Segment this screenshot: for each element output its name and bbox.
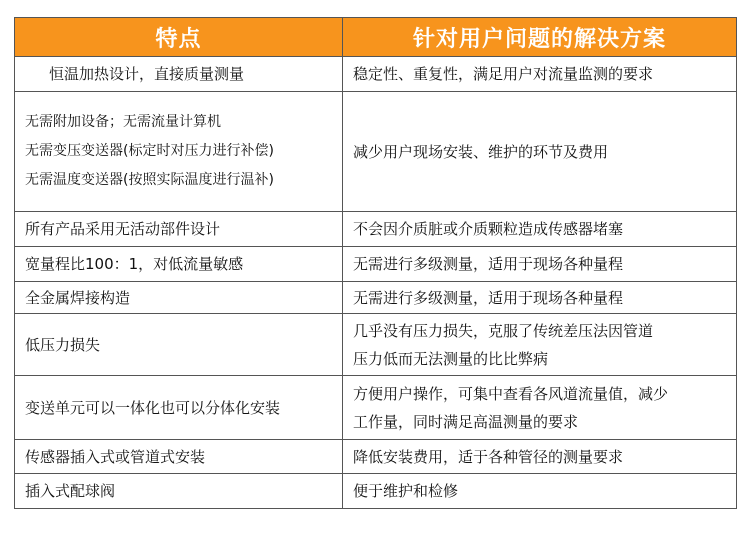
feature-text: 无需变压变送器(标定时对压力进行补偿)	[25, 143, 274, 159]
table-row	[15, 474, 737, 509]
solution-text: 压力低而无法测量的比比弊病	[353, 349, 549, 368]
solution-text: 方便用户操作，可集中查看各风道流量值，减少	[353, 384, 669, 403]
table-row	[15, 282, 737, 314]
feature-text: 变送单元可以一体化也可以分体化安装	[25, 398, 281, 417]
solution-text: 几乎没有压力损失，克服了传统差压法因管道	[353, 321, 654, 340]
feature-cell	[15, 212, 343, 247]
feature-text: 插入式配球阀	[25, 482, 116, 500]
feature-cell	[15, 247, 343, 282]
feature-text: 恒温加热设计，直接质量测量	[49, 65, 245, 83]
feature-cell	[15, 57, 343, 92]
feature-cell	[15, 282, 343, 314]
solution-cell	[343, 474, 737, 509]
feature-table-container	[14, 17, 736, 509]
solution-cell	[343, 247, 737, 282]
feature-text: 传感器插入式或管道式安装	[25, 447, 206, 466]
solution-text: 不会因介质脏或介质颗粒造成传感器堵塞	[353, 220, 624, 238]
feature-text: 全金属焊接构造	[25, 288, 131, 307]
feature-text: 无需附加设备；无需流量计算机	[25, 114, 221, 130]
solution-cell	[343, 57, 737, 92]
feature-solution-table	[14, 17, 737, 509]
feature-cell	[15, 314, 343, 376]
feature-cell	[15, 474, 343, 509]
solution-cell	[343, 282, 737, 314]
header-solutions: 针对用户问题的解决方案	[343, 18, 737, 57]
table-row	[15, 440, 737, 474]
solution-text: 减少用户现场安装、维护的环节及费用	[353, 142, 609, 161]
table-row	[15, 247, 737, 282]
feature-text: 所有产品采用无活动部件设计	[25, 220, 221, 238]
table-header-row	[15, 18, 737, 57]
feature-text: 无需温度变送器(按照实际温度进行温补)	[25, 172, 274, 188]
feature-cell	[15, 440, 343, 474]
solution-cell	[343, 376, 737, 440]
table-row	[15, 57, 737, 92]
solution-cell	[343, 212, 737, 247]
feature-cell	[15, 92, 343, 212]
feature-text: 宽量程比100：1，对低流量敏感	[25, 255, 244, 273]
table-row	[15, 376, 737, 440]
solution-text: 无需进行多级测量，适用于现场各种量程	[353, 255, 624, 273]
solution-text: 降低安装费用，适于各种管径的测量要求	[353, 447, 624, 466]
solution-cell	[343, 314, 737, 376]
solution-cell	[343, 92, 737, 212]
feature-text: 低压力损失	[25, 335, 101, 354]
solution-text: 便于维护和检修	[353, 482, 459, 500]
feature-cell	[15, 376, 343, 440]
header-features: 特点	[15, 18, 343, 57]
solution-cell	[343, 440, 737, 474]
table-row	[15, 314, 737, 376]
table-row	[15, 212, 737, 247]
solution-text: 工作量，同时满足高温测量的要求	[353, 412, 579, 431]
table-row	[15, 92, 737, 212]
solution-text: 稳定性、重复性，满足用户对流量监测的要求	[353, 65, 654, 83]
solution-text: 无需进行多级测量，适用于现场各种量程	[353, 288, 624, 307]
